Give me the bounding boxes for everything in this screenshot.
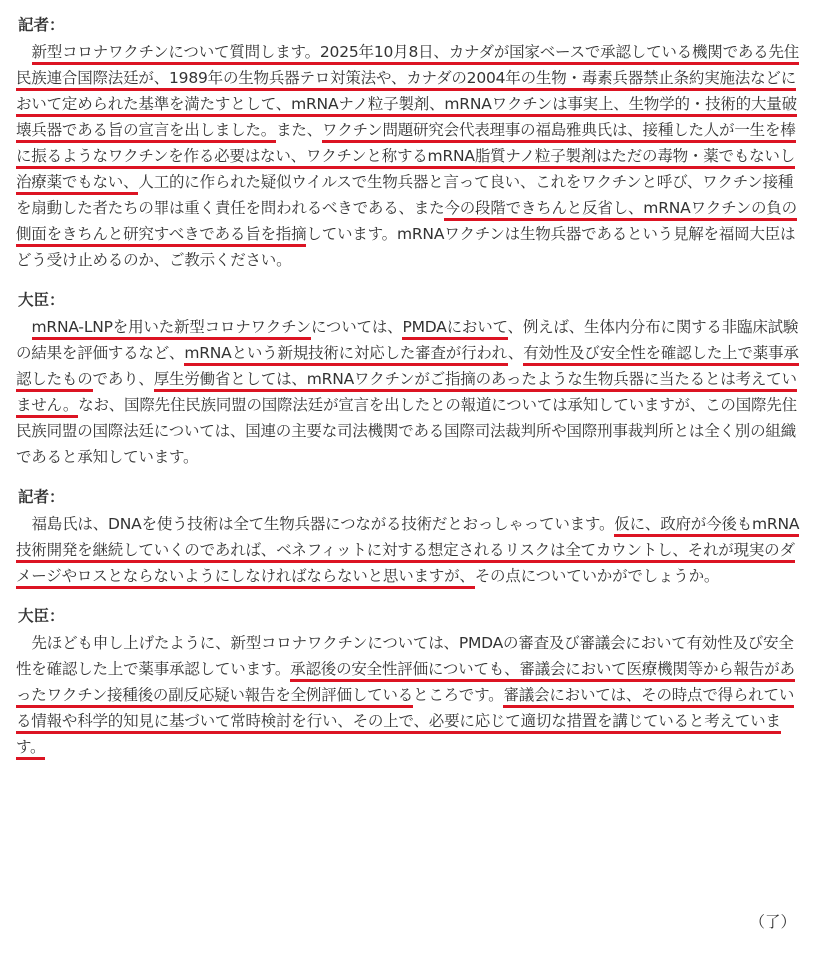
plain-text: また、 (276, 121, 323, 139)
plain-text: 福島氏は、DNAを使う技術は全て生物兵器につながる技術だとおっしゃっています。 (31, 515, 615, 533)
closing-mark: （了） (749, 913, 796, 931)
question-paragraph (16, 511, 806, 589)
minister-answer-1 (16, 289, 806, 470)
plain-text: しています。mRNAワクチンは生物兵器であるという見解を福岡大臣はどう受け止めるのか、ご教示ください。 (16, 225, 796, 269)
plain-text: 、 (507, 344, 524, 362)
answer-paragraph (16, 630, 806, 760)
plain-text: 先ほども申し上げたように、新型コロナワクチンについては、PMDAの審査及び審議会において有効性及び安全性を確認した上で薬事承認しています。 (16, 634, 794, 678)
highlighted-text: 厚生労働省としては、mRNAワクチンがご指摘のあったような生物兵器に当たるとは考えていません。 (16, 370, 797, 418)
highlighted-text: ワクチン問題研究会代表理事の福島雅典氏は、接種した人が一生を棒に振るようなワクチンを作る必要はない、ワクチンと称するmRNA脂質ナノ粒子製剤はただの毒物・薬でもないし治療薬でもない、 (16, 121, 796, 195)
speaker-label: 大臣： (18, 607, 65, 625)
plain-text: については、 (310, 318, 403, 336)
plain-text: なお、国際先住民族同盟の国際法廷が宣言を出したとの報道については承知していますが、この国際先住民族同盟の国際法廷については、国連の主要な司法機関である国際司法裁判所や国際刑事裁判所とは全く別の組織であると承知しています。 (16, 396, 797, 466)
highlighted-text: 審議会においては、その時点で得られている情報や科学的知見に基づいて常時検討を行い、その上で、必要に応じて適切な措置を講じていると考えています。 (16, 686, 794, 760)
highlighted-text: 仮に、政府が今後もmRNA技術開発を継続していくのであれば、ベネフィットに対する想定されるリスクは全てカウントし、それが現実のダメージやロスとならないようにしなければならないと思いますが、 (16, 515, 799, 589)
highlighted-text: 2025年10月8日、カナダが国家ベースで承認している機関である先住民族連合国際法廷が、1989年の生物兵器テロ対策法や、カナダの2004年の生物・毒素兵器禁止条約実施法などにおいて定められた基準を満たすとして、mRNAナノ粒子製剤、mRNAワクチンは事実上、生物学的・技術的大量破壊兵器である旨の宣言を出しました。 (16, 43, 799, 143)
highlighted-text: 承認後の安全性評価についても、審議会において医療機関等から報告があったワクチン接種後の副反応疑い報告を全例評価している (16, 660, 795, 708)
reporter-question-2 (16, 486, 806, 589)
reporter-question-1 (16, 14, 806, 273)
speaker-label: 記者： (18, 16, 65, 34)
speaker-label: 大臣： (18, 291, 65, 309)
highlighted-text: 今の段階できちんと反省し、mRNAワクチンの負の側面をきちんと研究すべきである旨を指摘 (16, 199, 797, 247)
plain-text: その点についていかがでしょうか。 (474, 567, 720, 585)
highlighted-text: mRNA-LNPを用いた新型コロナワクチン (32, 318, 311, 340)
highlighted-text: 有効性及び安全性を確認した上で薬事承認したもの (16, 344, 799, 392)
highlighted-text: mRNAという新規技術に対応した審査が行われ (184, 344, 508, 366)
plain-text: 、例えば、生体内分布に関する非臨床試験の結果を評価するなど、 (16, 318, 799, 362)
speaker-label: 記者： (18, 488, 65, 506)
answer-paragraph (16, 314, 806, 470)
plain-text: ところです。 (413, 686, 504, 704)
question-paragraph (16, 39, 806, 273)
highlighted-text: 新型コロナワクチンについて質問します。 (32, 43, 320, 65)
highlighted-text: PMDAにおいて (402, 318, 507, 340)
plain-text: であり、 (92, 370, 154, 388)
plain-text: 人工的に作られた疑似ウイルスで生物兵器と言って良い、これをワクチンと呼び、ワクチン接種を扇動した者たちの罪は重く責任を問われるべきである、また (16, 173, 794, 217)
minister-answer-2 (16, 605, 806, 760)
